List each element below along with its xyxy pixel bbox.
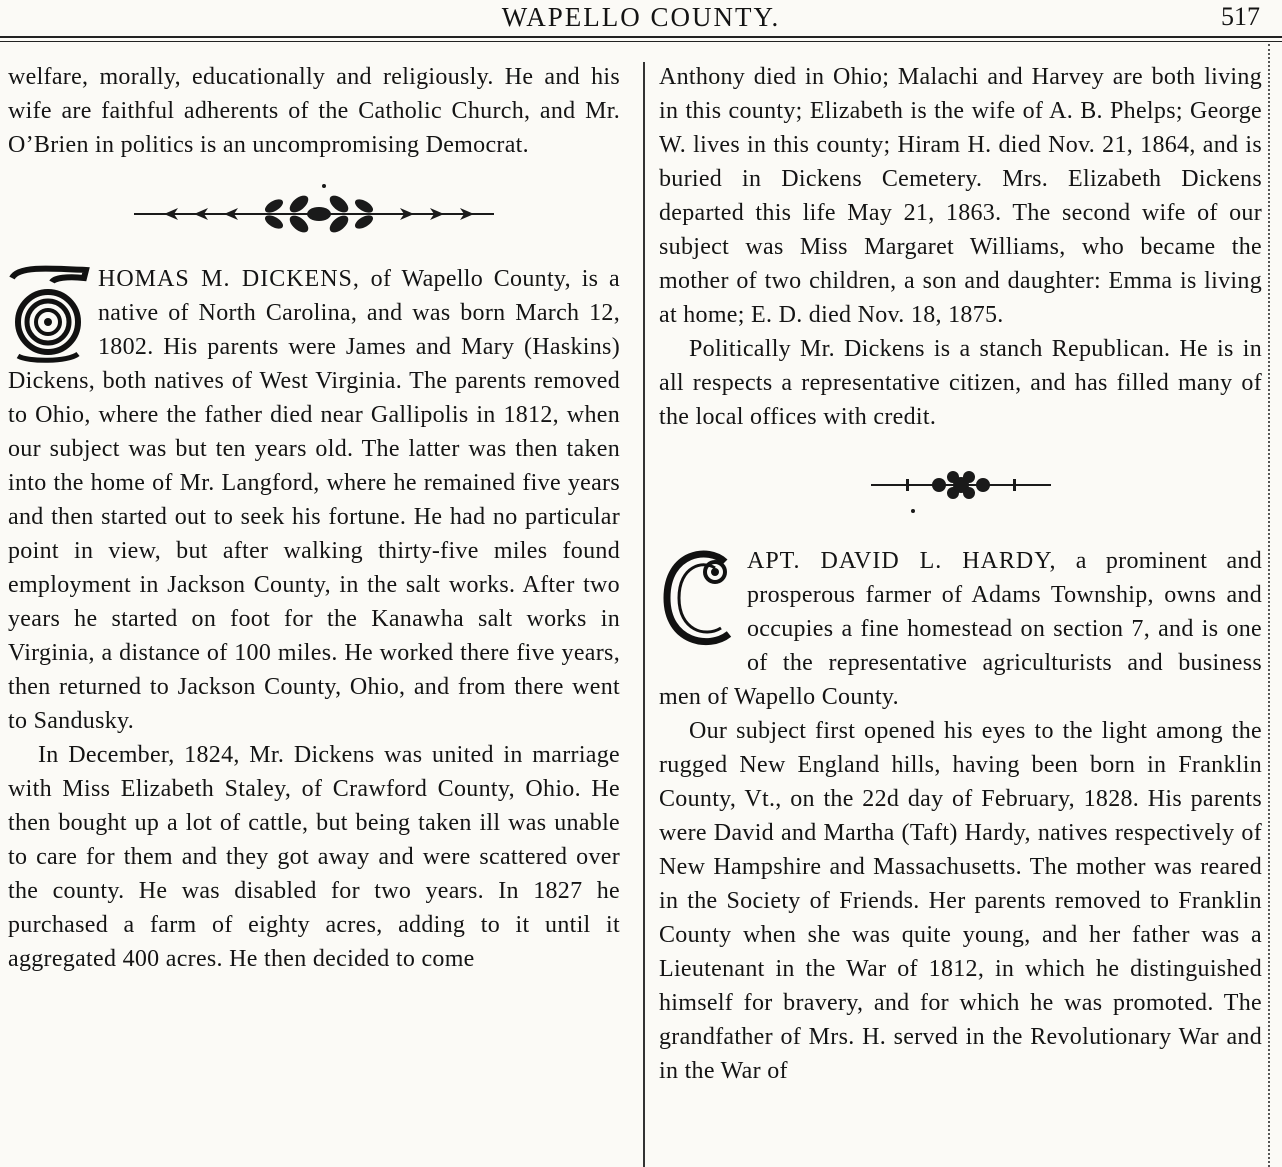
dropcap-letter xyxy=(8,250,90,362)
hardy-paragraph-2: Our subject first opened his eyes to the light among the rugged New England hills, having been born in Franklin County, Vt., on the 22d day of February, 1828. His parents were David and Martha (Taft) Hardy, natives respectively of New Hampshire and Massachusetts. The mother was reared in the Society of Friends. Her parents removed to Franklin County when she was quite young, and her father was a Lieutenant in the War of 1812, in which he distinguished himself for bravery, and for which he was promoted. The grandfather of Mrs. H. served in the Revolutionary War and in the War of xyxy=(659,718,1262,1084)
right-column xyxy=(659,60,1262,1088)
dickens-paragraph-1: of Wapello County, is a native of North Carolina, and was born March 12, 1802. His parents were James and Mary (Haskins) Dickens, both natives of West Virginia. The parents removed to Ohio, where the father died near Gallipolis in 1812, when our subject was but ten years old. The latter was then taken into the home of Mr. Langford, where he remained five years and then started out to seek his fortune. He had no particular point in view, but after walking thirty-five miles found employment in Jackson County, in the salt works. After two years he started on foot for the Kanawha salt works in Virginia, a distance of 100 miles. He worked there five years, then returned to Jackson County, Ohio, and from there went to Sandusky. xyxy=(8,266,620,734)
dropcap-c xyxy=(659,546,739,650)
dickens-paragraph-2: In December, 1824, Mr. Dickens was united in marriage with Miss Elizabeth Staley, of Crawford County, Ohio. He then bought up a lot of cattle, but being taken ill was unable to care for them and they got away and were scattered over the county. He was disabled for two years. In 1827 he purchased a farm of eighty acres, adding to it until it aggregated 400 acres. He then decided to come xyxy=(8,742,620,972)
page-number: 517 xyxy=(1221,2,1260,31)
fleuron-ornament-icon xyxy=(659,434,1262,544)
header-rule-thick xyxy=(0,36,1282,38)
left-column xyxy=(8,60,620,976)
dropcap-t xyxy=(8,264,90,364)
dickens-paragraph-4: Politically Mr. Dickens is a stanch Republican. He is in all respects a representative citizen, and has filled many of the local offices with credit. xyxy=(659,336,1262,430)
vine-ornament-icon xyxy=(8,162,620,262)
column-divider xyxy=(643,62,645,1167)
page-edge xyxy=(1268,44,1270,1167)
dickens-paragraph-3: Anthony died in Ohio; Malachi and Harvey are both living in this county; Elizabeth is the wife of A. B. Phelps; George W. lives in this county; Hiram H. died Nov. 21, 1864, and is buried in Dickens Cemetery. Mrs. Elizabeth Dickens departed this life May 21, 1863. The second wife of our subject was Miss Margaret Williams, who became the mother of two children, a son and daughter: Emma is living at home; E. D. died Nov. 18, 1875. xyxy=(659,64,1262,328)
dropcap-letter xyxy=(659,532,741,644)
obrien-continued-paragraph: welfare, morally, educationally and religiously. He and his wife are faithful adherents of the Catholic Church, and Mr. O’Brien in politics is an uncompromising Democrat. xyxy=(8,64,620,158)
hardy-name-lead: APT. DAVID L. HARDY, xyxy=(747,548,1057,574)
page-header xyxy=(0,0,1282,36)
hardy-paragraph-1: a prominent and prosperous farmer of Adams Township, owns and occupies a fine homestead on section 7, and is one of the representative agriculturists and business men of Wapello County. xyxy=(659,548,1262,710)
hardy-bio-paragraph xyxy=(659,544,1262,714)
header-rule-thin xyxy=(0,41,1282,42)
running-title: WAPELLO COUNTY. xyxy=(501,2,781,32)
dickens-name-lead: HOMAS M. DICKENS, xyxy=(98,266,360,292)
dickens-bio-paragraph xyxy=(8,262,620,738)
